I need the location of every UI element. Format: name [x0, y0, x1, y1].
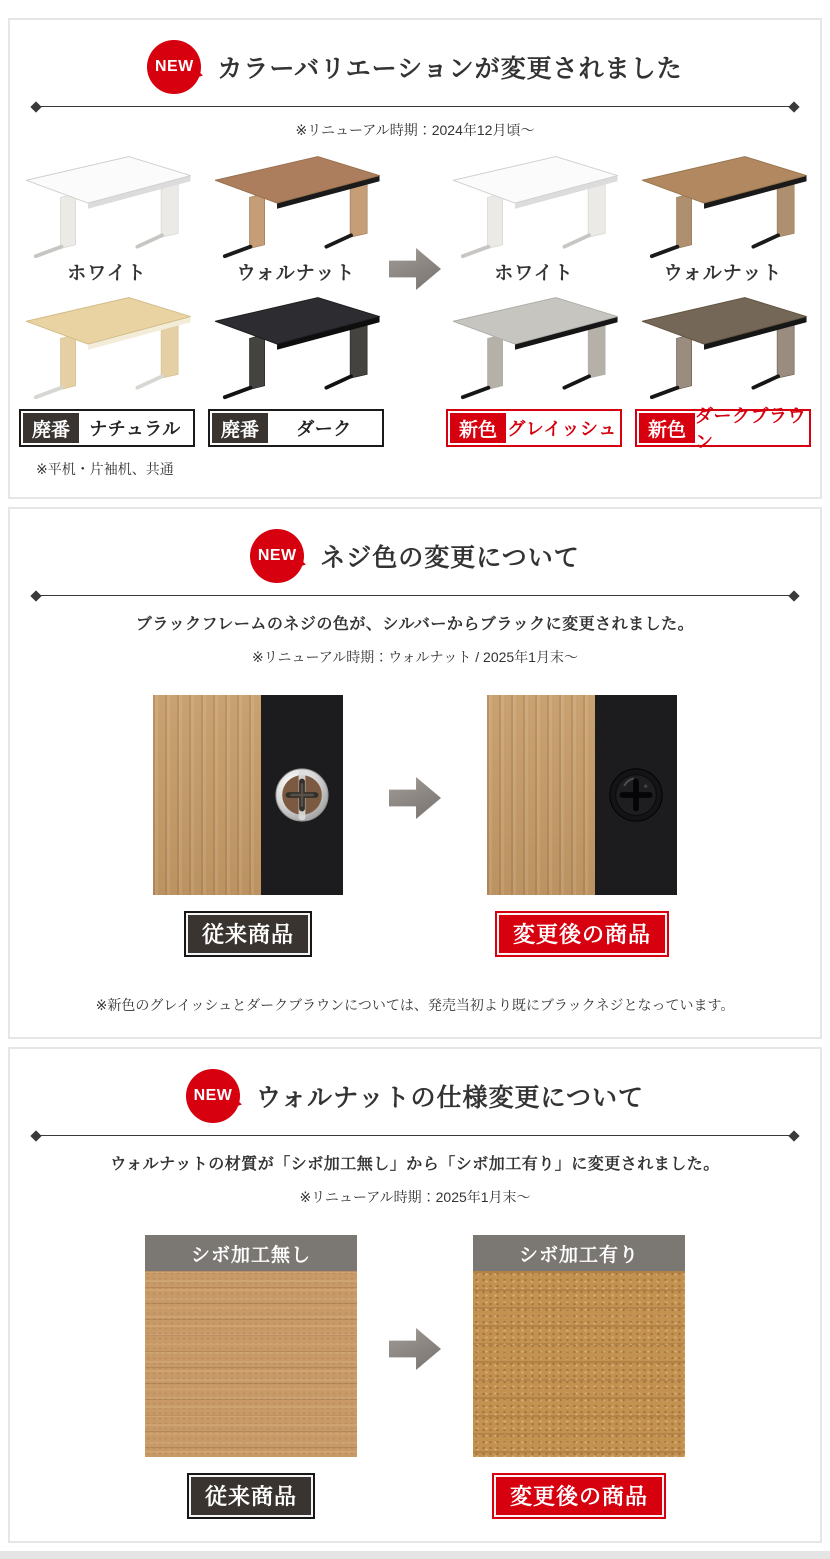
desk-old-dark — [204, 289, 388, 447]
divider-line — [36, 1135, 794, 1136]
discontinued-badge: 廃番 — [23, 413, 79, 443]
section3-period: ※リニューアル時期：2025年1月末～ — [299, 1189, 531, 1205]
section3-header — [10, 1049, 820, 1123]
new-badge-icon: NEW — [186, 1069, 240, 1123]
rough-texture-photo — [473, 1235, 685, 1457]
desk-label-walnut: ウォルナット — [663, 263, 783, 284]
silver-screw-icon — [273, 766, 331, 824]
section3-title: ウォルナットの仕様変更について — [255, 1084, 644, 1112]
section1-header — [10, 20, 820, 94]
new-badge-icon: NEW — [147, 40, 201, 94]
discontinued-tag-dark — [208, 409, 384, 447]
desk-old-white — [15, 148, 199, 285]
before-column — [145, 1235, 357, 1519]
black-screw-photo — [487, 695, 677, 895]
desk-image-white — [442, 148, 626, 260]
desk-new-grayish — [442, 289, 626, 447]
arrow-right-icon — [389, 248, 441, 290]
old-desk-grid — [15, 148, 388, 447]
smooth-texture-photo — [145, 1235, 357, 1457]
section1-period: ※リニューアル時期：2024年12月頃～ — [295, 122, 535, 138]
desk-image-walnut — [631, 148, 815, 260]
desk-label-white: ホワイト — [67, 263, 147, 284]
section3-description: ウォルナットの材質が「シボ加工無し」から「シボ加工有り」に変更されました。 — [110, 1156, 720, 1173]
divider-line — [36, 595, 794, 596]
section2-header — [10, 509, 820, 583]
desk-comparison — [10, 148, 820, 452]
desk-image-walnut — [204, 148, 388, 260]
new-color-badge: 新色 — [639, 413, 695, 443]
section2-footnote: ※新色のグレイッシュとダークブラウンについては、発売当初より既にブラックネジとなっています。 — [95, 997, 735, 1013]
section2-description: ブラックフレームのネジの色が、シルバーからブラックに変更されました。 — [135, 616, 695, 633]
silver-screw-photo — [153, 695, 343, 895]
after-stamp: 変更後の商品 — [492, 1473, 666, 1519]
section-walnut-spec — [8, 1047, 822, 1543]
discontinued-tag-natural — [19, 409, 195, 447]
smooth-wood-image — [145, 1271, 357, 1457]
arrow-right-icon — [389, 777, 441, 819]
texture-title-before: シボ加工無し — [145, 1235, 357, 1271]
section2-title: ネジ色の変更について — [320, 544, 580, 572]
before-stamp: 従来商品 — [184, 911, 312, 957]
black-screw-icon — [607, 766, 665, 824]
new-desk-grid — [442, 148, 815, 452]
desk-old-walnut — [204, 148, 388, 285]
color-name-natural: ナチュラル — [89, 419, 181, 439]
texture-comparison — [10, 1235, 820, 1519]
before-column — [153, 695, 343, 957]
desk-image-darkbrown — [631, 289, 815, 401]
desk-label-walnut: ウォルナット — [236, 263, 356, 284]
desk-new-walnut — [631, 148, 815, 285]
section-screw-color — [8, 507, 822, 1039]
new-color-badge: 新色 — [450, 413, 506, 443]
section1-footnote: ※平机・片袖机、共通 — [36, 461, 174, 477]
desk-image-white — [15, 148, 199, 260]
screw-comparison — [10, 695, 820, 957]
desk-new-white — [442, 148, 626, 285]
new-color-tag-grayish — [446, 409, 622, 447]
section2-period: ※リニューアル時期：ウォルナット / 2025年1月末～ — [252, 649, 578, 665]
after-column — [473, 1235, 685, 1519]
arrow-right-icon — [389, 1328, 441, 1370]
rough-wood-image — [473, 1271, 685, 1457]
new-badge-icon: NEW — [250, 529, 304, 583]
divider-line — [36, 106, 794, 107]
bottom-separator — [0, 1551, 830, 1559]
discontinued-badge: 廃番 — [212, 413, 268, 443]
desk-old-natural — [15, 289, 199, 447]
desk-image-dark — [204, 289, 388, 401]
color-name-grayish: グレイッシュ — [507, 419, 617, 439]
color-name-dark: ダーク — [296, 419, 352, 439]
section1-title: カラーバリエーションが変更されました — [217, 55, 683, 83]
after-column — [487, 695, 677, 957]
desk-new-darkbrown — [631, 289, 815, 452]
texture-title-after: シボ加工有り — [473, 1235, 685, 1271]
section-color-variation — [8, 18, 822, 499]
before-stamp: 従来商品 — [187, 1473, 315, 1519]
desk-label-white: ホワイト — [494, 263, 574, 284]
desk-image-grayish — [442, 289, 626, 401]
after-stamp: 変更後の商品 — [495, 911, 669, 957]
color-name-darkbrown: ダークブラウン — [695, 406, 807, 452]
desk-image-natural — [15, 289, 199, 401]
new-color-tag-darkbrown — [635, 406, 811, 452]
